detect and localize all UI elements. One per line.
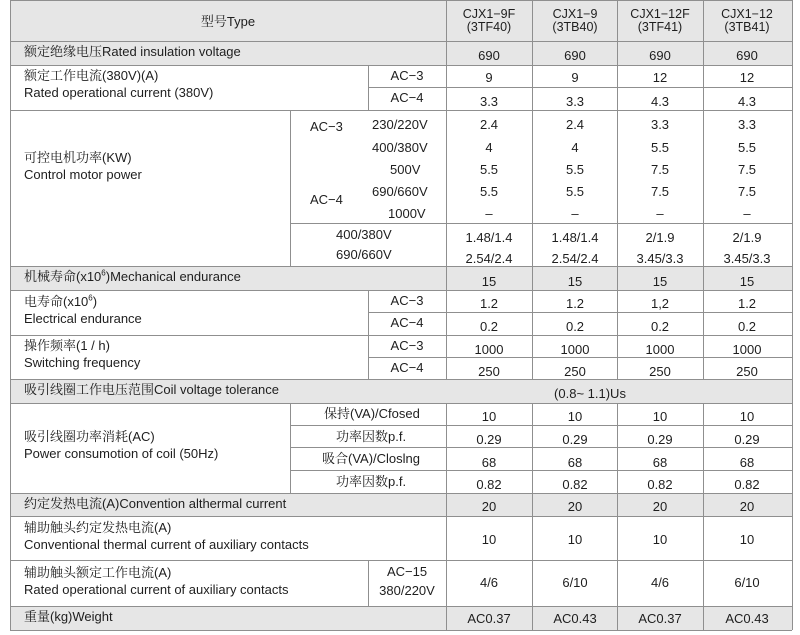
grid-line: [10, 110, 792, 111]
value-cell: 10: [567, 409, 583, 424]
sub-ac4: AC−4: [310, 192, 343, 207]
value-cell: 7.5: [650, 184, 670, 199]
value-cell: 2.54/2.4: [465, 251, 513, 266]
value-cell: 5.5: [479, 162, 499, 177]
sub-ac4: AC−4: [390, 360, 424, 375]
value-cell: 0.29: [647, 432, 673, 447]
grid-line: [532, 0, 533, 379]
value-cell: 20: [652, 499, 668, 514]
value-cell: 68: [481, 455, 497, 470]
value-cell: 9: [485, 70, 493, 85]
model-name: CJX1−12: [721, 6, 773, 21]
value-cell: AC0.43: [553, 611, 597, 626]
model-name: CJX1−9F: [462, 6, 516, 21]
value-cell: 1.48/1.4: [551, 230, 599, 245]
value-cell: 0.2: [737, 319, 757, 334]
model-header-2: [552, 8, 597, 34]
label-electrical-endurance-en: Electrical endurance: [24, 311, 142, 326]
value-cell: 250: [478, 364, 500, 379]
model-name: CJX1−9: [552, 6, 598, 21]
grid-line: [290, 447, 792, 448]
sub-holding: 保持(VA)/Cfosed: [324, 406, 420, 421]
label-text: 电寿命(x10: [24, 294, 89, 309]
exponent: 6: [88, 293, 93, 303]
value-cell: 3.3: [479, 94, 499, 109]
value-cell: AC0.37: [638, 611, 682, 626]
value-cell: 10: [652, 532, 668, 547]
value-cell: 3.45/3.3: [723, 251, 771, 266]
value-cell: 4.3: [737, 94, 757, 109]
sub-ac15: AC−15: [386, 564, 428, 579]
value-cell: 1.48/1.4: [465, 230, 513, 245]
value-cell: –: [571, 206, 579, 221]
value-cell: 690: [478, 48, 500, 63]
value-cell: 7.5: [737, 162, 757, 177]
value-cell: 4.3: [650, 94, 670, 109]
sub-voltage: 400/380V: [336, 227, 392, 242]
sub-power-factor: 功率因数p.f.: [336, 429, 407, 444]
value-cell: 5.5: [565, 162, 585, 177]
grid-line: [446, 0, 447, 379]
value-cell: 2/1.9: [645, 230, 675, 245]
value-cell: 6/10: [562, 575, 588, 590]
grid-line: [446, 403, 447, 630]
value-cell: 4/6: [650, 575, 670, 590]
value-cell: 12: [739, 70, 755, 85]
value-cell: 68: [652, 455, 668, 470]
grid-line: [10, 493, 792, 494]
grid-line: [290, 110, 291, 266]
label-convention-thermal-current: 约定发热电流(A)Convention althermal current: [24, 496, 287, 511]
grid-line: [368, 312, 792, 313]
label-electrical-endurance-cn: [24, 295, 97, 310]
value-cell: 5.5: [565, 184, 585, 199]
value-cell: 1000: [645, 342, 675, 357]
value-cell: 2.4: [565, 117, 585, 132]
value-cell: 3.45/3.3: [636, 251, 684, 266]
label-mechanical-endurance: [24, 270, 241, 285]
grid-line: [532, 403, 533, 630]
label-aux-thermal-en: Conventional thermal current of auxiliary contacts: [24, 537, 309, 552]
value-cell: 250: [564, 364, 586, 379]
sub-ac3: AC−3: [390, 338, 424, 353]
sub-voltage: 380/220V: [379, 583, 435, 598]
grid-line: [10, 41, 792, 42]
value-cell: 3.3: [737, 117, 757, 132]
value-cell: 10: [481, 409, 497, 424]
value-cell: 20: [567, 499, 583, 514]
label-switching-frequency-en: Switching frequency: [24, 355, 141, 370]
sub-ac3: AC−3: [390, 293, 424, 308]
value-cell: 2.54/2.4: [551, 251, 599, 266]
value-cell: 4/6: [479, 575, 499, 590]
value-cell: 15: [652, 274, 668, 289]
value-cell: –: [485, 206, 493, 221]
label-motor-power-en: Control motor power: [24, 167, 142, 182]
value-cell: 2.4: [479, 117, 499, 132]
label-op-current-cn: 额定工作电流(380V)(A): [24, 68, 159, 83]
grid-line: [290, 403, 291, 493]
value-cell: 68: [567, 455, 583, 470]
model-code: (3TF41): [637, 20, 683, 34]
value-cell: 0.2: [479, 319, 499, 334]
value-cell: 0.29: [476, 432, 502, 447]
value-cell: 690: [736, 48, 758, 63]
value-cell: 1.2: [565, 296, 585, 311]
value-cell: 68: [739, 455, 755, 470]
value-cell: 20: [481, 499, 497, 514]
value-cell: 20: [739, 499, 755, 514]
value-cell: 690: [564, 48, 586, 63]
sub-voltage: 230/220V: [372, 117, 428, 132]
value-cell: 1000: [560, 342, 590, 357]
grid-line: [792, 0, 793, 630]
grid-line: [10, 606, 792, 607]
value-cell: 5.5: [650, 140, 670, 155]
label-coil-voltage-tolerance: 吸引线圈工作电压范围Coil voltage tolerance: [24, 382, 280, 397]
grid-line: [368, 290, 369, 379]
value-cell: 1.2: [737, 296, 757, 311]
value-cell: 3.3: [565, 94, 585, 109]
grid-line: [10, 335, 792, 336]
value-cell: 690: [649, 48, 671, 63]
grid-line: [10, 65, 792, 66]
value-cell: 0.2: [565, 319, 585, 334]
value-cell: 10: [481, 532, 497, 547]
value-cell: AC0.43: [725, 611, 769, 626]
value-cell: 10: [739, 532, 755, 547]
model-name: CJX1−12F: [630, 6, 690, 21]
grid-line: [703, 0, 704, 379]
grid-line: [290, 223, 792, 224]
label-text: )Mechanical endurance: [105, 269, 241, 284]
value-cell: 15: [567, 274, 583, 289]
label-coil-power-en: Power consumotion of coil (50Hz): [24, 446, 219, 461]
model-code: (3TF40): [466, 20, 512, 34]
sub-voltage: 690/660V: [336, 247, 392, 262]
label-text: 机械寿命(x10: [24, 269, 102, 284]
model-header-1: [463, 8, 515, 34]
value-cell: 3.3: [650, 117, 670, 132]
value-cell: 250: [649, 364, 671, 379]
grid-line: [10, 0, 792, 1]
sub-voltage: 1000V: [388, 206, 426, 221]
grid-line: [10, 403, 792, 404]
grid-line: [10, 0, 11, 630]
model-header-3: [630, 8, 689, 34]
value-cell: 0.29: [734, 432, 760, 447]
label-text: ): [92, 294, 98, 309]
value-cell: 1.2: [479, 296, 499, 311]
type-header: 型号Type: [200, 14, 256, 29]
sub-ac3: AC−3: [390, 68, 424, 83]
value-cell: 1,2: [650, 296, 670, 311]
value-cell: 5.5: [479, 184, 499, 199]
value-cell: 0.82: [562, 477, 588, 492]
model-code: (3TB40): [552, 20, 598, 34]
value-cell: 5.5: [737, 140, 757, 155]
value-cell: 6/10: [734, 575, 760, 590]
coil-tolerance-value: (0.8~ 1.1)Us: [554, 386, 626, 401]
value-cell: 1000: [474, 342, 504, 357]
value-cell: 0.82: [647, 477, 673, 492]
exponent: 6: [101, 268, 106, 278]
grid-line: [703, 403, 704, 630]
label-insulation-voltage: 额定绝缘电压Rated insulation voltage: [24, 44, 241, 59]
value-cell: 7.5: [650, 162, 670, 177]
grid-line: [290, 470, 792, 471]
value-cell: 250: [736, 364, 758, 379]
value-cell: –: [656, 206, 664, 221]
grid-line: [368, 560, 369, 606]
value-cell: 12: [652, 70, 668, 85]
label-motor-power-cn: 可控电机功率(KW): [24, 150, 132, 165]
value-cell: –: [743, 206, 751, 221]
grid-line: [368, 65, 369, 110]
value-cell: 10: [567, 532, 583, 547]
label-weight: 重量(kg)Weight: [24, 609, 113, 624]
value-cell: 1000: [732, 342, 762, 357]
grid-line: [368, 87, 792, 88]
value-cell: 0.29: [562, 432, 588, 447]
grid-line: [10, 290, 792, 291]
model-code: (3TB41): [724, 20, 770, 34]
value-cell: 0.82: [734, 477, 760, 492]
sub-ac4: AC−4: [390, 315, 424, 330]
label-op-current-en: Rated operational current (380V): [24, 85, 214, 100]
grid-line: [290, 425, 792, 426]
label-aux-op-cn: 辅助触头额定工作电流(A): [24, 565, 172, 580]
sub-voltage: 690/660V: [372, 184, 428, 199]
value-cell: 0.82: [476, 477, 502, 492]
label-coil-power-cn: 吸引线圈功率消耗(AC): [24, 429, 155, 444]
value-cell: 0.2: [650, 319, 670, 334]
sub-voltage: 400/380V: [372, 140, 428, 155]
value-cell: 10: [739, 409, 755, 424]
sub-power-factor: 功率因数p.f.: [336, 474, 407, 489]
grid-line: [617, 403, 618, 630]
grid-line: [10, 630, 792, 631]
sub-closing: 吸合(VA)/Closlng: [322, 451, 421, 466]
value-cell: AC0.37: [467, 611, 511, 626]
sub-ac4: AC−4: [390, 90, 424, 105]
sub-voltage: 500V: [390, 162, 421, 177]
value-cell: 10: [652, 409, 668, 424]
value-cell: 4: [571, 140, 579, 155]
label-aux-op-en: Rated operational current of auxiliary contacts: [24, 582, 289, 597]
grid-line: [10, 560, 792, 561]
grid-line: [10, 516, 792, 517]
value-cell: 4: [485, 140, 493, 155]
value-cell: 15: [481, 274, 497, 289]
value-cell: 7.5: [737, 184, 757, 199]
sub-ac3: AC−3: [310, 119, 343, 134]
grid-line: [10, 379, 792, 380]
model-header-4: [721, 8, 773, 34]
label-aux-thermal-cn: 辅助触头约定发热电流(A): [24, 520, 172, 535]
value-cell: 9: [571, 70, 579, 85]
label-switching-frequency-cn: 操作频率(1 / h): [24, 338, 110, 353]
grid-line: [617, 0, 618, 379]
value-cell: 2/1.9: [732, 230, 762, 245]
value-cell: 15: [739, 274, 755, 289]
